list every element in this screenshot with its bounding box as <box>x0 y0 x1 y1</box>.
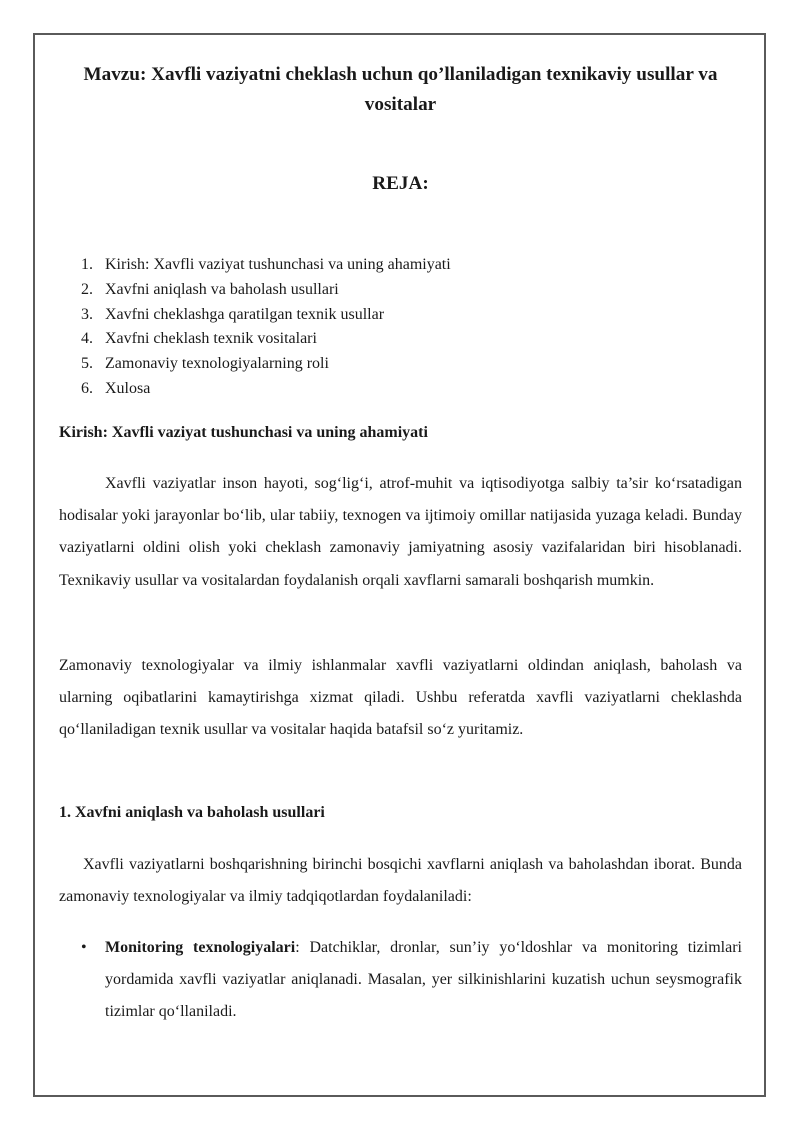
plan-list <box>81 253 451 402</box>
list-item-text: Xavfni aniqlash va baholash usullari <box>105 280 339 298</box>
list-item <box>81 278 451 303</box>
document-title: Mavzu: Xavfli vaziyatni cheklash uchun qo’llaniladigan texnikaviy usullar va vositalar <box>83 64 718 115</box>
section-heading-1: 1. Xavfni aniqlash va baholash usullari <box>59 804 325 821</box>
list-item-number: 5. <box>81 355 93 373</box>
list-item <box>81 327 451 352</box>
list-item-number: 3. <box>81 305 93 323</box>
plan-heading: REJA: <box>372 173 429 194</box>
list-item-text: Kirish: Xavfli vaziyat tushunchasi va uning ahamiyati <box>105 256 451 273</box>
list-item <box>81 253 451 278</box>
bullet-text: : Datchiklar, dronlar, sun’iy yo‘ldoshlar va monitoring tizimlari yordamida xavfli vaziyatlar aniqlanadi. Masalan, yer silkinishlarini kuzatish uchun seysmografik tizimlar qo‘llaniladi. <box>105 939 742 1021</box>
list-item <box>81 377 451 402</box>
list-item-text: Xavfni cheklash texnik vositalari <box>105 330 317 348</box>
bullet-item <box>105 932 742 1029</box>
bullet-marker: • <box>81 939 87 956</box>
list-item-number: 2. <box>81 280 93 298</box>
list-item-number: 4. <box>81 330 93 348</box>
intro-paragraph-1: Xavfli vaziyatlar inson hayoti, sog‘lig‘i, atrof-muhit va iqtisodiyotga salbiy ta’sir ko‘rsatadigan hodisalar yoki jarayonlar bo‘lib, ular tabiiy, texnogen va ijtimoiy omillar natijasida yuzaga keladi. Bunday vaziyatlarni oldini olish yoki cheklash zamonaviy jamiyatning asosiy vazifalaridan biri hisoblanadi. Texnikaviy usullar va vositalardan foydalanish orqali xavflarni samarali boshqarish mumkin. <box>59 475 742 589</box>
section-heading-intro: Kirish: Xavfli vaziyat tushunchasi va uning ahamiyati <box>59 424 428 441</box>
list-item-text: Xavfni cheklashga qaratilgan texnik usullar <box>105 305 385 323</box>
list-item-number: 1. <box>81 256 93 273</box>
list-item-text: Xulosa <box>105 379 151 397</box>
bullet-term: Monitoring texnologiyalari <box>105 939 296 956</box>
list-item-text: Zamonaviy texnologiyalarning roli <box>105 355 329 373</box>
intro-paragraph-2: Zamonaviy texnologiyalar va ilmiy ishlanmalar xavfli vaziyatlarni oldindan aniqlash, baholash va ularning oqibatlarini kamaytirishga xizmat qiladi. Ushbu referatda xavfli vaziyatlarni cheklashda qo‘llaniladigan texnik usullar va vositalar haqida batafsil so‘z yuritamiz. <box>59 657 742 739</box>
list-item <box>81 352 451 377</box>
list-item-number: 6. <box>81 379 93 397</box>
list-item <box>81 303 451 328</box>
section-1-paragraph: Xavfli vaziyatlarni boshqarishning birinchi bosqichi xavflarni aniqlash va baholashdan iborat. Bunda zamonaviy texnologiyalar va ilmiy tadqiqotlardan foydalaniladi: <box>59 856 742 906</box>
